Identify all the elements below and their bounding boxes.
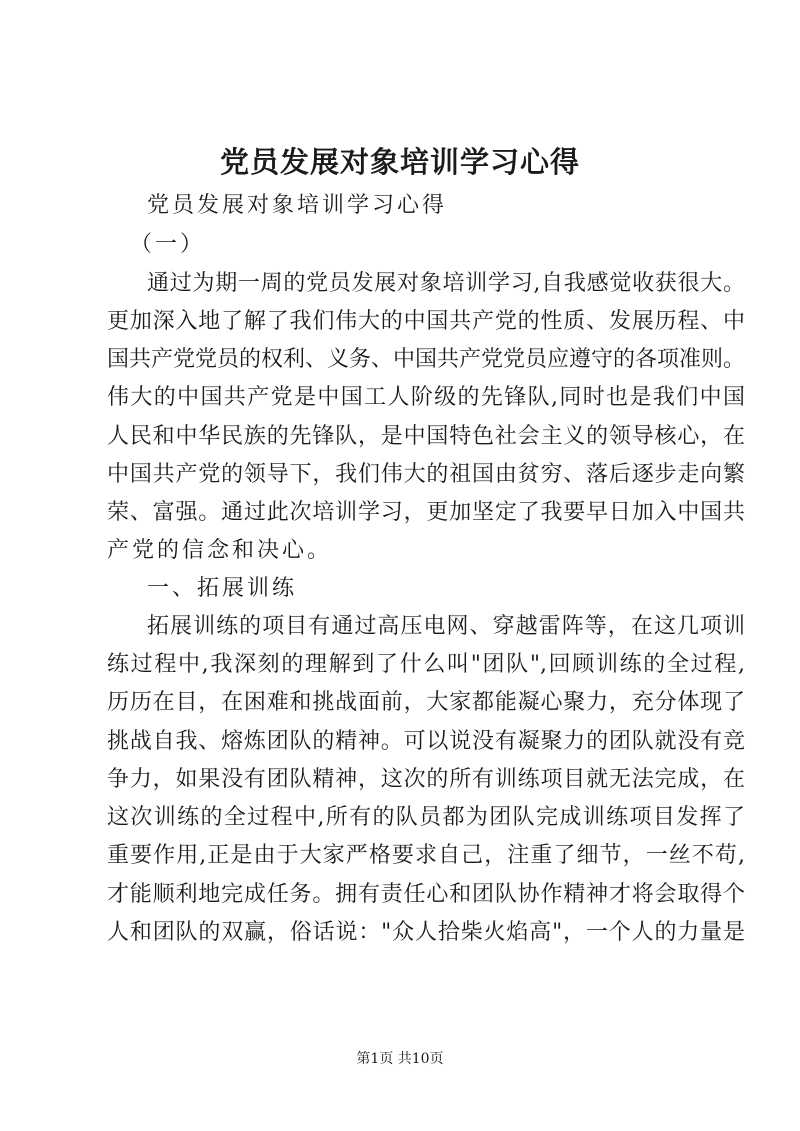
paragraph-line: 人民和中华民族的先锋队，是中国特色社会主义的领导核心，在 xyxy=(107,424,745,449)
paragraph-line: 拓展训练的项目有通过高压电网、穿越雷阵等，在这几项训 xyxy=(147,614,745,639)
paragraph-line: 荣、富强。通过此次培训学习，更加坚定了我要早日加入中国共 xyxy=(107,500,745,525)
section-marker: （一） xyxy=(130,232,206,257)
paragraph-line: 国共产党党员的权利、义务、中国共产党党员应遵守的各项准则。 xyxy=(107,347,746,372)
page-number-footer: 第1页 共10页 xyxy=(356,1051,444,1067)
paragraph-line: 这次训练的全过程中,所有的队员都为团队完成训练项目发挥了 xyxy=(107,805,745,830)
paragraph-line: 更加深入地了解了我们伟大的中国共产党的性质、发展历程、中 xyxy=(107,309,745,334)
subtitle: 党员发展对象培训学习心得 xyxy=(147,193,448,218)
paragraph-line: 历历在目，在困难和挑战面前，大家都能凝心聚力，充分体现了 xyxy=(107,690,745,715)
paragraph-line: 通过为期一周的党员发展对象培训学习,自我感觉收获很大。 xyxy=(147,271,745,296)
paragraph-line: 才能顺利地完成任务。拥有责任心和团队协作精神才将会取得个 xyxy=(107,882,745,907)
paragraph-line: 挑战自我、熔炼团队的精神。可以说没有凝聚力的团队就没有竞 xyxy=(107,729,745,754)
paragraph-line: 争力，如果没有团队精神，这次的所有训练项目就无法完成，在 xyxy=(107,767,745,792)
paragraph-line: 人和团队的双赢，俗话说："众人拾柴火焰高"，一个人的力量是 xyxy=(107,920,745,945)
paragraph-line: 重要作用,正是由于大家严格要求自己，注重了细节，一丝不苟, xyxy=(107,843,745,868)
paragraph-line: 伟大的中国共产党是中国工人阶级的先锋队,同时也是我们中国 xyxy=(107,385,745,410)
paragraph-line: 产党的信念和决心。 xyxy=(107,538,333,563)
paragraph-line: 练过程中,我深刻的理解到了什么叫"团队",回顾训练的全过程, xyxy=(107,652,745,677)
paragraph-line: 中国共产党的领导下，我们伟大的祖国由贫穷、落后逐步走向繁 xyxy=(107,462,745,487)
document-title: 党员发展对象培训学习心得 xyxy=(219,145,580,179)
section-heading: 一、拓展训练 xyxy=(147,576,298,601)
